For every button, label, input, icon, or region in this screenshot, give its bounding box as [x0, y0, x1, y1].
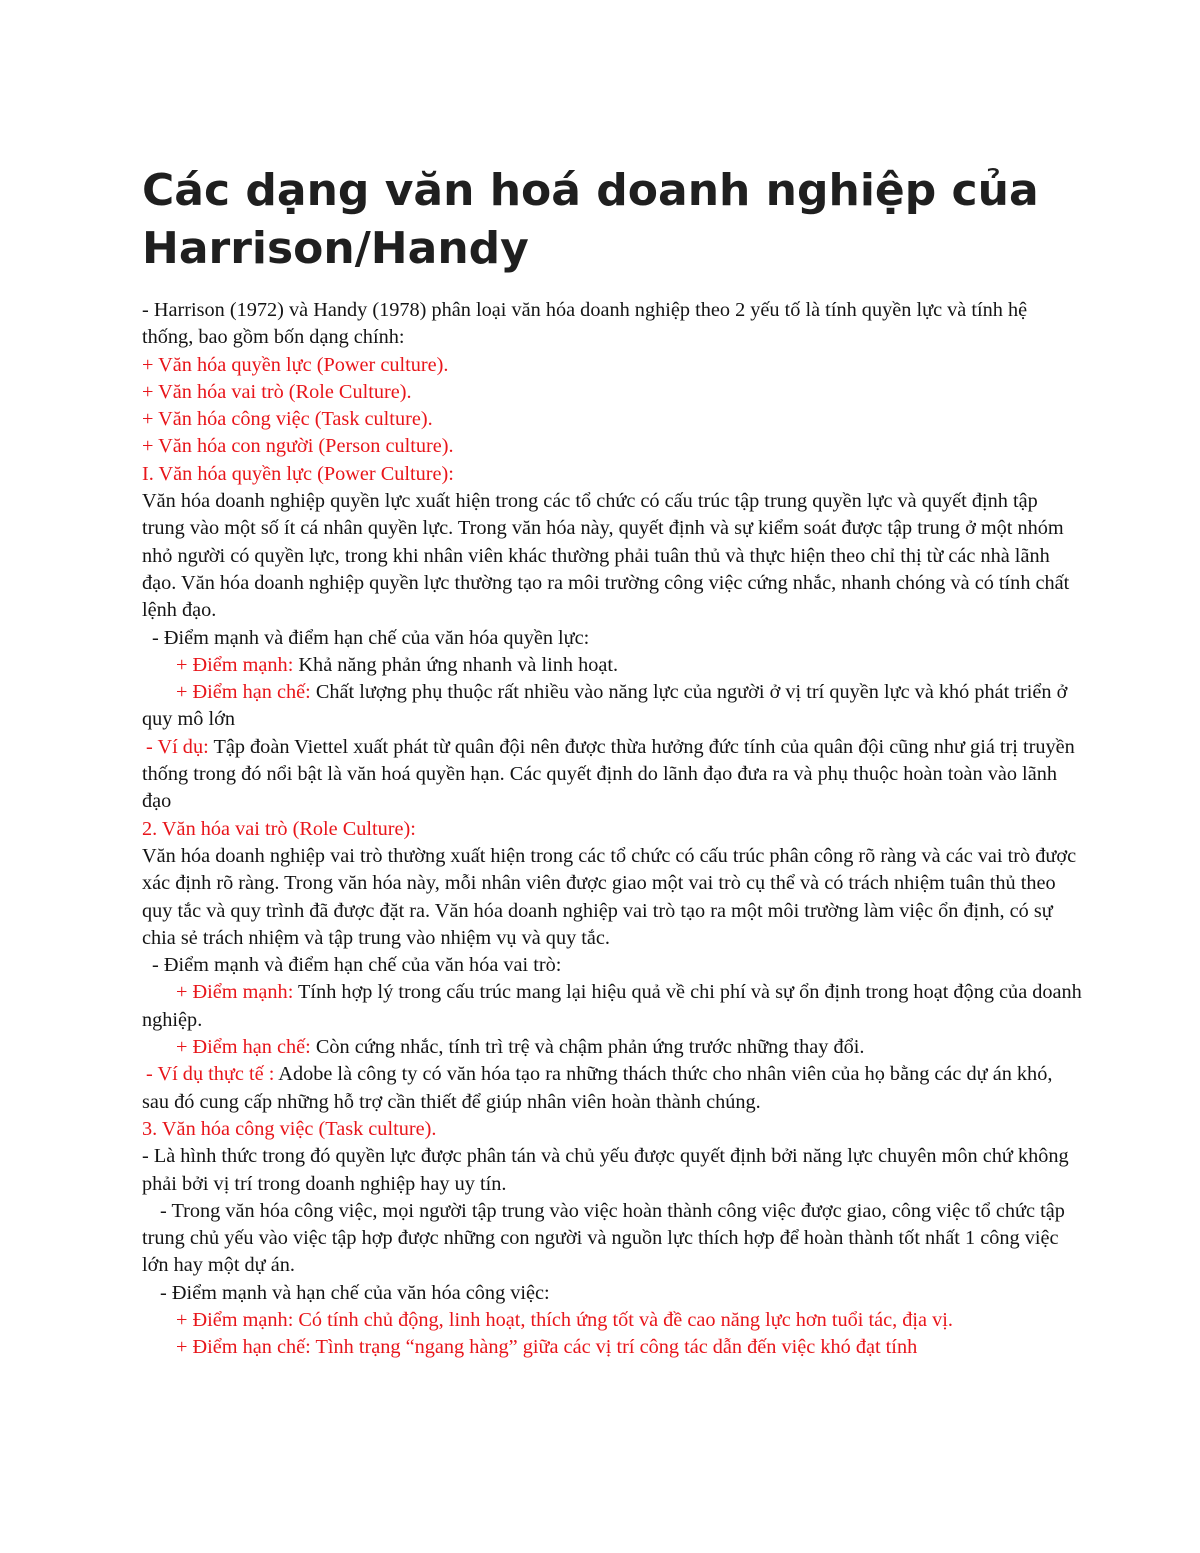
section-1-weakness: [142, 679, 1082, 734]
section-3-heading: 3. Văn hóa công việc (Task culture).: [142, 1117, 437, 1140]
section-2-example-text: Adobe là công ty có văn hóa tạo ra những thách thức cho nhân viên của họ bằng các dự án khó, sau đó cung cấp những hỗ trợ cần thiết để giúp nhân viên hoàn thành chúng.: [142, 1063, 1053, 1113]
section-3-strength-text: + Điểm mạnh: Có tính chủ động, linh hoạt, thích ứng tốt và đề cao năng lực hơn tuổi tác, địa vị.: [176, 1308, 953, 1331]
section-1-description: Văn hóa doanh nghiệp quyền lực xuất hiện trong các tổ chức có cấu trúc tập trung quyền lực và quyết định tập trung vào một số ít cá nhân quyền lực. Trong văn hóa này, quyết định và sự kiểm soát được tập trung ở một nhóm nhỏ người có quyền lực, trong khi nhân viên khác thường phải tuân thủ và thực hiện theo chỉ thị từ các nhà lãnh đạo. Văn hóa doanh nghiệp quyền lực thường tạo ra môi trường công việc cứng nhắc, nhanh chóng và có tính chất lệnh đạo.: [142, 490, 1070, 622]
type-item-task: + Văn hóa công việc (Task culture).: [142, 408, 433, 431]
section-1-heading: I. Văn hóa quyền lực (Power Culture):: [142, 462, 454, 485]
section-2-strength-label: + Điểm mạnh:: [176, 981, 294, 1004]
section-2-heading: 2. Văn hóa vai trò (Role Culture):: [142, 817, 416, 840]
section-1-pros-cons-heading: - Điểm mạnh và điểm hạn chế của văn hóa quyền lực:: [152, 626, 590, 649]
section-1-weakness-label: + Điểm hạn chế:: [176, 681, 311, 704]
section-3-paragraph-1: - Là hình thức trong đó quyền lực được phân tán và chủ yếu được quyết định bởi năng lực chuyên môn chứ không phải bởi vị trí trong doanh nghiệp hay uy tín.: [142, 1145, 1069, 1195]
section-3-paragraph-2-text: - Trong văn hóa công việc, mọi người tập trung vào việc hoàn thành công việc được giao, công việc tổ chức tập trung chủ yếu vào việc tập hợp được những con người và nguồn lực thích hợp để hoàn thành tốt nhất 1 công việc lớn hay một dự án.: [142, 1199, 1065, 1277]
section-2-strength-text: Tính hợp lý trong cấu trúc mang lại hiệu quả về chi phí và sự ổn định trong hoạt động của doanh nghiệp.: [142, 981, 1082, 1031]
type-item-person: + Văn hóa con người (Person culture).: [142, 435, 454, 458]
section-1-example-label: - Ví dụ:: [146, 735, 209, 758]
type-item-power: + Văn hóa quyền lực (Power culture).: [142, 353, 449, 376]
document-title: Các dạng văn hoá doanh nghiệp của Harrison/Handy: [142, 165, 1039, 274]
section-2-pros-cons-heading: - Điểm mạnh và điểm hạn chế của văn hóa vai trò:: [152, 954, 562, 977]
section-2-weakness: [142, 1034, 1082, 1061]
section-1-strength-label: + Điểm mạnh:: [176, 653, 294, 676]
section-2-weakness-label: + Điểm hạn chế:: [176, 1036, 311, 1059]
section-1-strength: [142, 652, 1082, 679]
section-2-example: [142, 1061, 1082, 1116]
section-2-strength: [142, 979, 1082, 1034]
section-1-example-text: Tập đoàn Viettel xuất phát từ quân đội nên được thừa hưởng đức tính của quân đội cũng như giá trị truyền thống trong đó nổi bật là văn hoá quyền hạn. Các quyết định do lãnh đạo đưa ra và phụ thuộc hoàn toàn vào lãnh đạo: [142, 735, 1075, 813]
section-2-weakness-text: Còn cứng nhắc, tính trì trệ và chậm phản ứng trước những thay đổi.: [310, 1036, 865, 1059]
section-2-example-label: - Ví dụ thực tế :: [146, 1063, 275, 1086]
section-3-weakness: + Điểm hạn chế: Tình trạng “ngang hàng” giữa các vị trí công tác dẫn đến việc khó đạt tính: [176, 1336, 918, 1359]
type-item-role: + Văn hóa vai trò (Role Culture).: [142, 380, 412, 403]
section-3-pros-cons-heading: - Điểm mạnh và hạn chế của văn hóa công việc:: [160, 1281, 550, 1304]
section-1-example: [142, 734, 1082, 816]
document-body: [142, 297, 1082, 1362]
section-2-description: Văn hóa doanh nghiệp vai trò thường xuất hiện trong các tổ chức có cấu trúc phân công rõ ràng và các vai trò được xác định rõ ràng. Trong văn hóa này, mỗi nhân viên được giao một vai trò cụ thể và có trách nhiệm tuân thủ theo quy tắc và quy trình đã được đặt ra. Văn hóa doanh nghiệp vai trò tạo ra một môi trường làm việc ổn định, có sự chia sẻ trách nhiệm và tập trung vào nhiệm vụ và quy tắc.: [142, 844, 1077, 949]
section-3-strength: [142, 1307, 1082, 1334]
intro-paragraph: - Harrison (1972) và Handy (1978) phân loại văn hóa doanh nghiệp theo 2 yếu tố là tính quyền lực và tính hệ thống, bao gồm bốn dạng chính:: [142, 299, 1028, 349]
section-3-paragraph-2: [142, 1198, 1082, 1280]
section-1-strength-text: Khả năng phản ứng nhanh và linh hoạt.: [293, 653, 619, 676]
section-1-weakness-text: Chất lượng phụ thuộc rất nhiều vào năng lực của người ở vị trí quyền lực và khó phát triển ở quy mô lớn: [142, 681, 1068, 731]
